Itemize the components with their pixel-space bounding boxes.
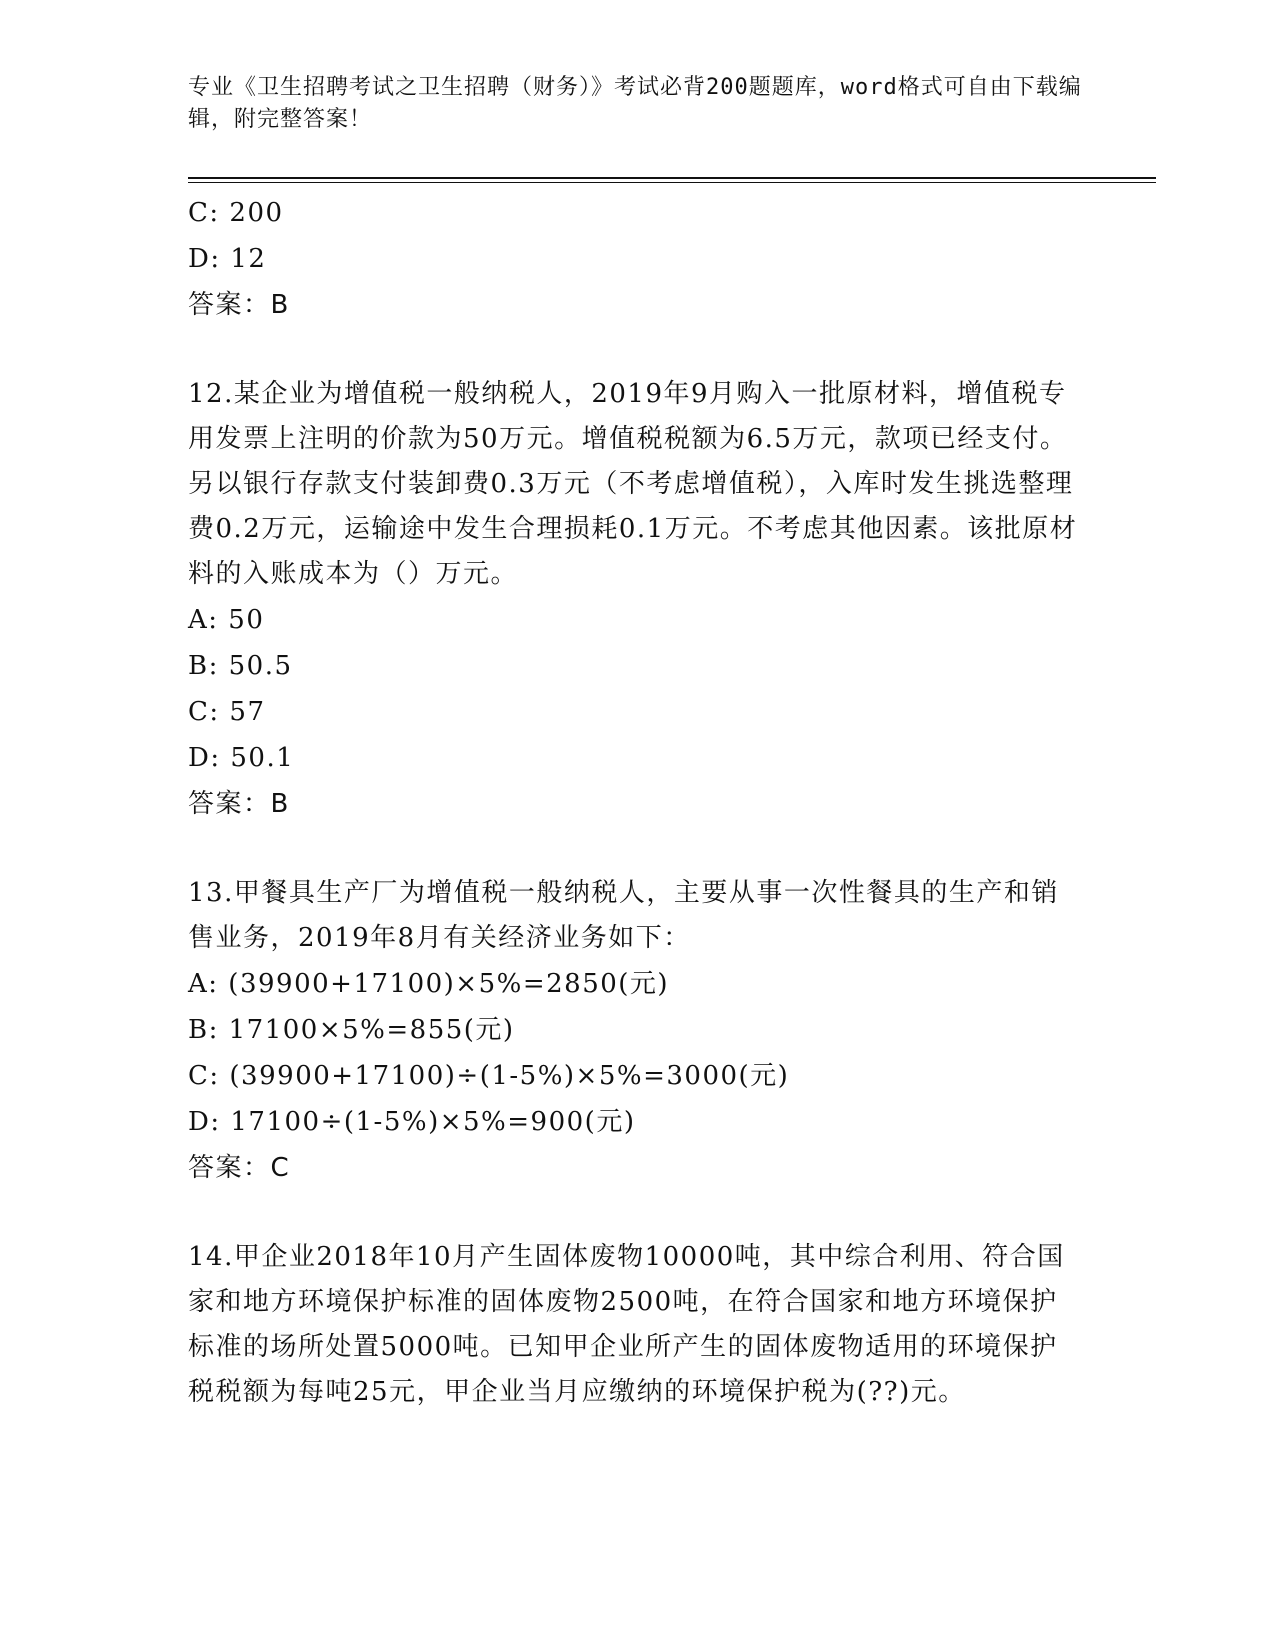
- option-d: D: 17100÷(1-5%)×5%=900(元): [188, 1107, 636, 1137]
- question-13: [188, 871, 1088, 1191]
- answer-label: 答案：B: [188, 789, 290, 819]
- question-14: [188, 1235, 1088, 1415]
- question-content: [188, 190, 1088, 1415]
- question-stem: 13.甲餐具生产厂为增值税一般纳税人，主要从事一次性餐具的生产和销售业务，2019年8月有关经济业务如下：: [188, 878, 1059, 953]
- option-d: D: 50.1: [188, 743, 295, 773]
- header-divider-thin: [188, 182, 1156, 183]
- header-divider: [188, 177, 1156, 179]
- answer-label: 答案：C: [188, 1153, 291, 1183]
- option-a: A: (39900+17100)×5%=2850(元): [188, 969, 670, 999]
- option-c: C: 57: [188, 697, 266, 727]
- option-b: B: 17100×5%=855(元): [188, 1015, 515, 1045]
- option-c: C: (39900+17100)÷(1-5%)×5%=3000(元): [188, 1061, 790, 1091]
- option-c: C: 200: [188, 198, 284, 228]
- answer-label: 答案：B: [188, 290, 290, 320]
- option-b: B: 50.5: [188, 651, 293, 681]
- question-stem: 12.某企业为增值税一般纳税人，2019年9月购入一批原材料，增值税专用发票上注明的价款为50万元。增值税税额为6.5万元，款项已经支付。另以银行存款支付装卸费0.3万元（不考虑增值税），入库时发生挑选整理费0.2万元，运输途中发生合理损耗0.1万元。不考虑其他因素。该批原材料的入账成本为（）万元。: [188, 379, 1078, 589]
- option-d: D: 12: [188, 244, 267, 274]
- question-stem: 14.甲企业2018年10月产生固体废物10000吨，其中综合利用、符合国家和地方环境保护标准的固体废物2500吨，在符合国家和地方环境保护标准的场所处置5000吨。已知甲企业所产生的固体废物适用的环境保护税税额为每吨25元，甲企业当月应缴纳的环境保护税为(??)元。: [188, 1242, 1065, 1407]
- question-12: [188, 372, 1088, 827]
- page-header-title: 专业《卫生招聘考试之卫生招聘（财务）》考试必背200题题库，word格式可自由下载编辑，附完整答案！: [188, 75, 1082, 132]
- question-11-tail: [188, 190, 1088, 328]
- option-a: A: 50: [188, 605, 265, 635]
